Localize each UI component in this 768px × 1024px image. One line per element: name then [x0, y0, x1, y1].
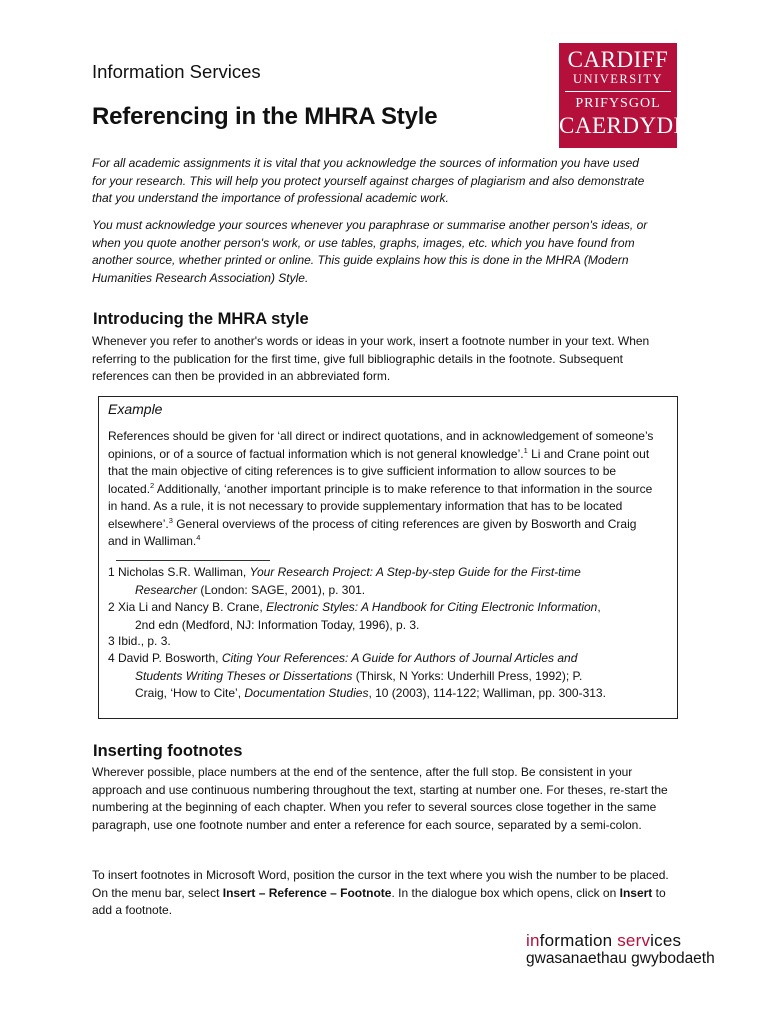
footnote-1-title-cont: Researcher	[135, 582, 198, 597]
footnote-1-author: 1 Nicholas S.R. Walliman,	[108, 565, 250, 579]
example-label: Example	[108, 401, 163, 417]
section-heading-mhra: Introducing the MHRA style	[93, 310, 309, 328]
logo-divider	[565, 91, 671, 92]
footnote-4-title-cont: Students Writing Theses or Dissertations	[135, 668, 353, 683]
page-title: Referencing in the MHRA Style	[92, 103, 438, 130]
footnote-2-comma: ,	[597, 600, 601, 614]
logo-line-university: UNIVERSITY	[573, 72, 663, 86]
information-services-wordmark: information services	[526, 931, 682, 950]
section-heading-footnotes: Inserting footnotes	[93, 742, 243, 760]
footnote-2	[108, 599, 668, 634]
footnote-4-details: , 10 (2003), 114-122; Walliman, pp. 300-313.	[368, 686, 606, 700]
section-footnotes-body-1: Wherever possible, place numbers at the end of the sentence, after the full stop. Be consistent in your approach and use continuous numbering throughout the text, starting at number one. For theses, re-start the numbering at the beginning of each chapter. When you refer to several sources close together in the same paragraph, use one footnote number and enter a reference for each source, separated by a semi-colon.	[92, 765, 668, 832]
footnote-2-author: 2 Xia Li and Nancy B. Crane,	[108, 600, 267, 614]
footnote-marker-1: 1	[523, 445, 528, 455]
section-footnotes-body-2	[92, 867, 682, 920]
intro-paragraph-2: You must acknowledge your sources whenever you paraphrase or summarise another person's ideas, or when you quote another person's work, or use tables, graphs, images, etc. which you have found from another source, whether printed or online. This guide explains how this is done in the MHRA (Modern Humanities Research Association) Style.	[92, 218, 648, 285]
information-services-logo	[526, 931, 716, 968]
welsh-wordmark: gwasanaethau gwybodaeth	[526, 950, 715, 967]
footnote-2-title: Electronic Styles: A Handbook for Citing Electronic Information	[266, 600, 598, 614]
footnote-marker-2: 2	[150, 480, 155, 490]
footnote-1-title: Your Research Project: A Step-by-step Guide for the First-time	[249, 565, 581, 579]
intro-paragraph-1: For all academic assignments it is vital that you acknowledge the sources of information you have used for your research. This will help you protect yourself against charges of plagiarism and also demonstrate that you understand the importance of professional academic work.	[92, 156, 645, 205]
footnote-1-publisher: (London: SAGE, 2001), p. 301.	[197, 582, 366, 597]
footnote-4-publisher: (Thirsk, N Yorks: Underhill Press, 1992); P.	[352, 668, 583, 683]
insert-instruction-mid: . In the dialogue box which opens, click on	[391, 885, 620, 900]
footnote-marker-3: 3	[168, 515, 173, 525]
insert-instruction-end: to add a footnote.	[92, 885, 666, 917]
footnote-3: 3 Ibid., p. 3.	[108, 634, 171, 648]
example-sentence-2: Li and Crane point out that the main objective of citing references is to give sufficient information to allow sources to be located.	[108, 446, 650, 496]
logo-line-prifysgol: PRIFYSGOL	[575, 96, 661, 111]
footnote-4	[108, 650, 668, 703]
footnote-4-journal: Documentation Studies	[244, 686, 369, 700]
example-sentence-4: General overviews of the process of citing references are given by Bosworth and Craig and in Walliman.	[108, 516, 637, 548]
footnote-separator	[116, 560, 270, 561]
department-name: Information Services	[92, 61, 261, 82]
example-body	[108, 428, 658, 551]
logo-line-caerdydd: CAERDYDD	[559, 113, 691, 138]
footnote-marker-4: 4	[196, 533, 201, 542]
footnote-1	[108, 564, 668, 599]
footnote-4-title: Citing Your References: A Guide for Authors of Journal Articles and	[221, 651, 578, 665]
footnote-4-second-author: Craig, ‘How to Cite’,	[135, 686, 245, 700]
logo-line-cardiff: CARDIFF	[567, 47, 669, 72]
example-sentence-1: References should be given for ‘all direct or indirect quotations, and in acknowledgement of someone’s opinions, or of a source of factual information which is not general knowledge’.	[108, 429, 654, 461]
cardiff-university-logo	[559, 43, 691, 148]
insert-command: Insert	[619, 885, 653, 900]
example-sentence-3: Additionally, ‘another important principle is to make reference to that information in the source in hand. As a rule, it is not necessary to provide supplementary information that has to be located elsewhere’.	[108, 481, 653, 531]
menu-path: Insert – Reference – Footnote	[222, 885, 392, 900]
insert-instruction-text: To insert footnotes in Microsoft Word, position the cursor in the text where you wish the number to be placed. On the menu bar, select	[92, 868, 669, 900]
footnote-4-author: 4 David P. Bosworth,	[108, 651, 222, 665]
section-mhra-body: Whenever you refer to another's words or ideas in your work, insert a footnote number in your text. When referring to the publication for the first time, give full bibliographic details in the footnote. Subsequent references can then be provided in an abbreviated form.	[92, 334, 650, 383]
footnote-2-publisher: 2nd edn (Medford, NJ: Information Today, 1996), p. 3.	[135, 617, 420, 632]
